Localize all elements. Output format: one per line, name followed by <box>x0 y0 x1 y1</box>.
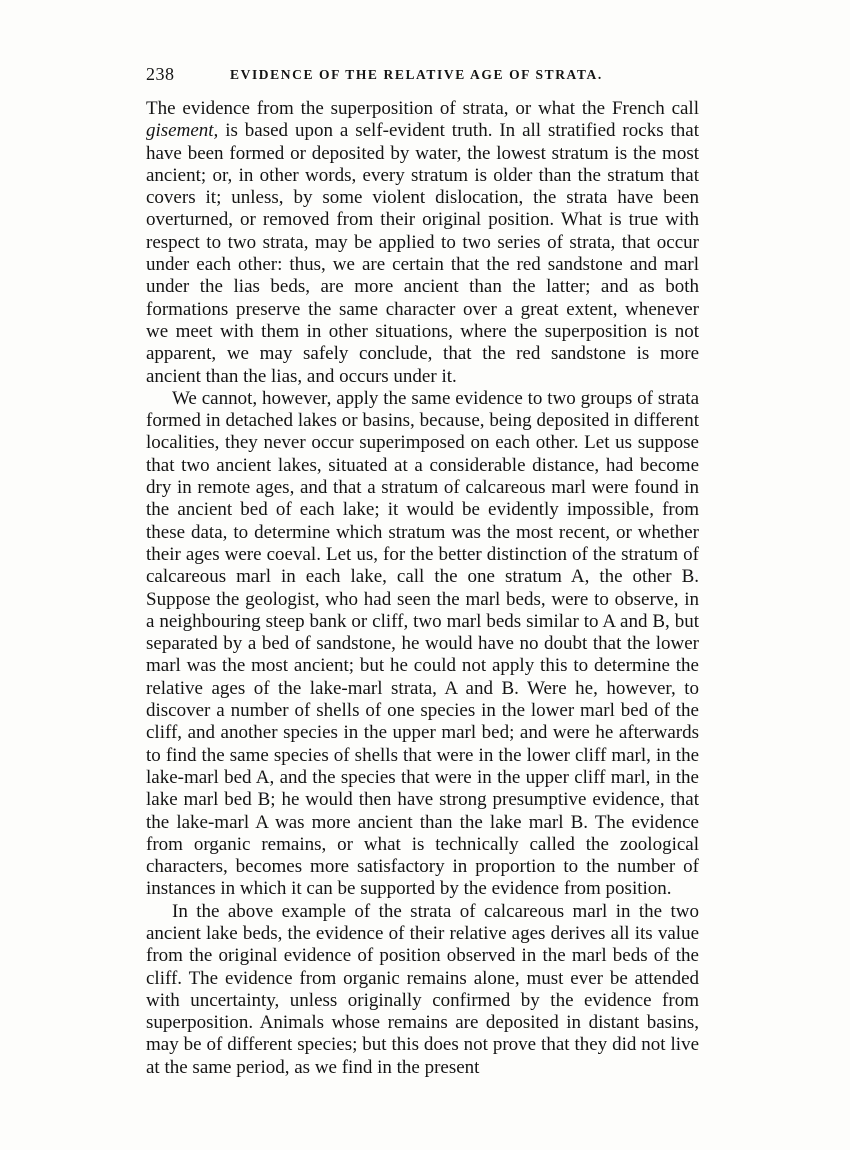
running-title: EVIDENCE OF THE RELATIVE AGE OF STRATA. <box>230 67 603 82</box>
body-text <box>146 98 699 1079</box>
paragraph-lake-beds-example: In the above example of the strata of calcareous marl in the two ancient lake beds, the evidence of their relative ages derives all its value from the original evidence of position observed in the marl beds of the cliff. The evidence from organic remains alone, must ever be attended with uncertainty, unless originally confirmed by the evidence from superposition. Animals whose remains are deposited in distant basins, may be of different species; but this does not prove that they did not live at the same period, as we find in the present <box>146 900 699 1078</box>
paragraph-superposition <box>146 98 699 388</box>
page-header <box>146 62 716 86</box>
italic-term-gisement: gisement, <box>146 120 219 142</box>
paragraph-lake-basins: We cannot, however, apply the same evidence to two groups of strata formed in detached lakes or basins, because, being deposited in different localities, they never occur superimposed on each other. Let us suppose that two ancient lakes, situated at a considerable distance, had become dry in remote ages, and that a stratum of calcareous marl were found in the ancient bed of each lake; it would be evidently impossible, from these data, to determine which stratum was the most recent, or whether their ages were coeval. Let us, for the better distinction of the stratum of calcareous marl in each lake, call the one stratum A, the other B. Suppose the geologist, who had seen the marl beds, were to observe, in a neighbouring steep bank or cliff, two marl beds similar to A and B, but separated by a bed of sandstone, he would have no doubt that the lower marl was the most ancient; but he could not apply this to determine the relative ages of the lake-marl strata, A and B. Were he, however, to discover a number of shells of one species in the lower marl bed of the cliff, and another species in the upper marl bed; and were he afterwards to find the same species of shells that were in the lower cliff marl, in the lake-marl bed A, and the species that were in the upper cliff marl, in the lake marl bed B; he would then have strong presumptive evidence, that the lake-marl A was more ancient than the lake marl B. The evidence from organic remains, or what is technically called the zoological characters, becomes more satisfactory in proportion to the number of instances in which it can be supported by the evidence from position. <box>146 387 699 900</box>
paragraph-1-text-end: is based upon a self-evident truth. In all stratified rocks that have been formed or deposited by water, the lowest stratum is the most ancient; or, in other words, every stratum is older than the stratum that covers it; unless, by some violent dislocation, the strata have been overturned, or removed from their original position. What is true with respect to two strata, may be applied to two series of strata, that occur under each other: thus, we are certain that the red sandstone and marl under the lias beds, are more ancient than the latter; and as both formations preserve the same character over a great extent, whenever we meet with them in other situations, where the superposition is not apparent, we may safely conclude, that the red sandstone is more ancient than the lias, and occurs under it. <box>146 120 699 387</box>
page-number: 238 <box>146 64 175 84</box>
paragraph-1-text-start: The evidence from the superposition of strata, or what the French call <box>146 98 699 119</box>
